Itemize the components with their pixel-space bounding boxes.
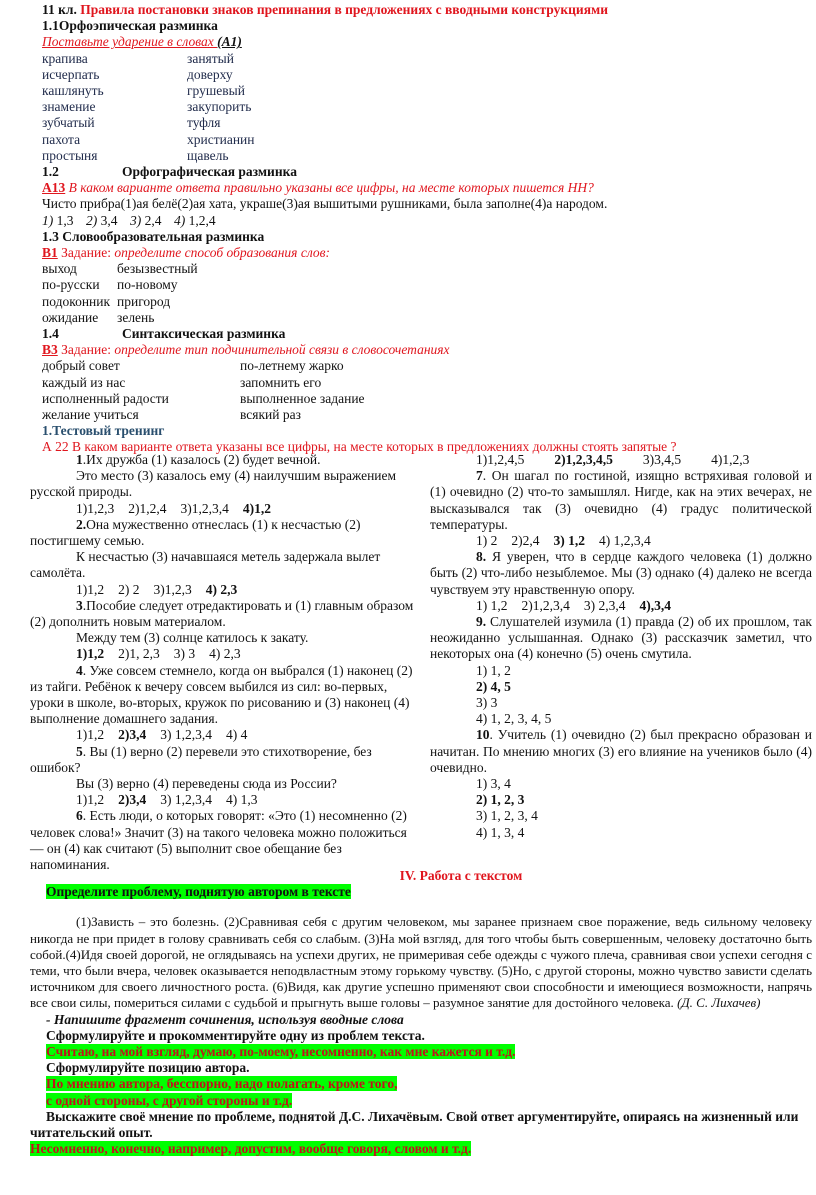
- answer-option: 1)1,2: [76, 646, 105, 662]
- answer-option: 2)1,2,4: [128, 500, 167, 516]
- question-number: 3: [76, 597, 83, 613]
- answer-option: 4)1,2,3: [711, 452, 750, 467]
- section-heading: [42, 164, 812, 180]
- word-row: [42, 132, 812, 148]
- word: щавель: [187, 147, 229, 163]
- question: 7. Он шагал по гостиной, изящно встряхивая головой и (1) очевидно (2) что-то замышлял. Нигде, как на этих вечерах, не высказывался так (3) очевидно (4) градус политической температуры.: [430, 468, 812, 532]
- text: (Д. С. Лихачев): [677, 995, 761, 1011]
- answer-option: 3) 1,2,3,4: [160, 792, 212, 808]
- answer-option: 1)1,2,4,5: [476, 452, 525, 467]
- question: 4. Уже совсем стемнело, когда он выбрался (1) наконец (2) из тайги. Ребёнок к вечеру совсем выбился из сил: во-первых, уроки в школе, во-вторых, кружок по рисованию и (3) наконец (4) выполнение домашнего задания.: [30, 662, 413, 727]
- question-number: 7: [476, 468, 483, 484]
- word-row: [42, 294, 812, 310]
- text: В1: [42, 245, 58, 261]
- answer-option: 2)3,4: [118, 792, 147, 808]
- question-number: 1: [76, 452, 83, 467]
- word: исчерпать: [42, 66, 100, 82]
- answer-option: 4)1,2: [242, 500, 271, 516]
- instruction: - Напишите фрагмент сочинения, используя вводные слова: [46, 1011, 404, 1027]
- word: по-летнему жарко: [240, 358, 344, 374]
- answer-number: 2): [86, 212, 98, 228]
- answer-option: 2) 3,4: [86, 212, 118, 228]
- left-column: [30, 452, 422, 873]
- answer-option: 1) 2: [476, 533, 498, 549]
- word-row: [42, 67, 812, 83]
- word: зубчатый: [42, 115, 95, 131]
- text: определите тип подчинительной связи в словосочетаниях: [114, 342, 450, 358]
- question-number: 9.: [476, 614, 487, 630]
- word: пахота: [42, 131, 81, 147]
- source-text: [30, 914, 812, 1011]
- section-heading: 1.1Орфоэпическая разминка: [42, 18, 218, 34]
- question-sentence: К несчастью (3) начавшаяся метель задержала вылет самолёта.: [30, 549, 381, 581]
- word: зелень: [117, 309, 155, 325]
- answer-option: 2) 4, 5: [476, 678, 511, 694]
- top-section: [42, 2, 812, 456]
- answer-options: [42, 213, 812, 229]
- question-number: 4: [76, 662, 83, 678]
- answer-option: 1) 1, 2: [476, 662, 511, 678]
- question-number: 5: [76, 743, 83, 759]
- answer-options: [30, 792, 422, 808]
- answer-number: 4): [174, 212, 186, 228]
- text: 1.2: [42, 164, 59, 180]
- answer-option: 4) 1,2,3,4: [599, 533, 651, 549]
- text: В3: [42, 342, 58, 358]
- task: А 22 В каком варианте ответа указаны все цифры, на месте которых в предложениях должны стоять запятые ?: [42, 439, 677, 455]
- doc-title: [42, 2, 812, 18]
- answer-option: 4),3,4: [639, 597, 671, 613]
- answer-option: 4) 4: [226, 727, 248, 743]
- instruction: Сформулируйте и прокомментируйте одну из проблем текста.: [46, 1027, 425, 1043]
- answer-option: 1) 1,2: [476, 597, 508, 613]
- word-row: [42, 148, 812, 164]
- word-row: [42, 51, 812, 67]
- answer-option: 4) 1,2,4: [174, 212, 216, 228]
- answer-option: 3) 1,2,3,4: [160, 727, 212, 743]
- answer-option: 3) 3: [173, 646, 196, 662]
- word-row: [42, 375, 812, 391]
- answer-option: 4) 1,3: [226, 792, 258, 808]
- answer-option: 4) 1, 2, 3, 4, 5: [476, 711, 552, 727]
- answer-number: 1): [42, 212, 54, 228]
- answer-options: [30, 582, 422, 598]
- text: Задание:: [57, 342, 115, 358]
- text: В каком варианте ответа правильно указаны все цифры, на месте которых пишется НН?: [65, 180, 594, 196]
- answer-options: [30, 501, 422, 517]
- word: занятый: [187, 50, 234, 66]
- word-list: [42, 358, 812, 423]
- word: выполненное задание: [240, 390, 365, 406]
- answer-option: 2) 1, 2, 3: [476, 792, 525, 808]
- word: выход: [42, 261, 77, 277]
- right-column: [430, 452, 812, 841]
- word: желание учиться: [42, 407, 139, 423]
- question: 2.Она мужественно отнеслась (1) к несчастью (2) постигшему семью.: [30, 516, 361, 549]
- word-row: [42, 391, 812, 407]
- word-row: [42, 277, 812, 293]
- question: 8. Я уверен, что в сердце каждого человека (1) должно быть (2) что-либо незыблемое. Мы (3) однако (4) далеко не всегда чувствуем эту нравственную опору.: [430, 549, 812, 597]
- word: пригород: [117, 293, 171, 309]
- word-list: [42, 261, 812, 326]
- question-sentence: Вы (3) верно (4) переведены сюда из России?: [76, 776, 337, 792]
- answer-option: 2)2,4: [511, 533, 540, 549]
- word: простыня: [42, 147, 98, 163]
- answer-option: 1) 3, 4: [476, 776, 511, 792]
- word-row: [42, 83, 812, 99]
- word: христианин: [187, 131, 255, 147]
- word: туфля: [187, 115, 221, 131]
- text: Орфографическая разминка: [122, 164, 297, 180]
- answer-option: 4) 2,3: [205, 581, 238, 597]
- answer-option: 4) 1, 3, 4: [476, 824, 525, 840]
- word: закупорить: [187, 99, 252, 115]
- text: 1.4: [42, 326, 59, 342]
- word-row: [42, 407, 812, 423]
- instruction: Выскажите своё мнение по проблеме, поднятой Д.С. Лихачёвым. Свой ответ аргументируйте, опираясь на жизненный или читательский опыт.: [30, 1108, 799, 1141]
- sentence: Чисто прибра(1)ая белё(2)ая хата, украше(3)ая вышитыми рушниками, была заполне(4)а народом.: [42, 196, 608, 212]
- answer-option: 2)3,4: [118, 727, 147, 743]
- word-row: [42, 99, 812, 115]
- section-heading: IV. Работа с текстом: [399, 868, 523, 883]
- answer-option: 1) 1,3: [42, 212, 74, 228]
- question: 5. Вы (1) верно (2) перевели это стихотворение, без ошибок?: [30, 743, 372, 775]
- answer-options: [30, 646, 422, 662]
- question-number: 2.: [76, 516, 87, 532]
- text-work-section: [30, 868, 812, 1157]
- question-number: 6: [76, 808, 83, 824]
- answer-option: 1)1,2: [76, 792, 105, 808]
- question-number: 10: [476, 727, 490, 743]
- text: А13: [42, 180, 66, 196]
- word: грушевый: [187, 83, 245, 99]
- answer-option: 3) 1,2: [553, 533, 585, 549]
- task: [42, 342, 812, 358]
- answer-option: 2)1, 2,3: [118, 646, 160, 662]
- word-row: [42, 358, 812, 374]
- word: безызвестный: [117, 261, 198, 277]
- word-row: [42, 310, 812, 326]
- word: кашлянуть: [42, 83, 104, 99]
- question: 9. Слушателей изумила (1) правда (2) об их прошлом, так неожиданно услышанная. Однако (3) рассказчик заметил, что некоторых она (4) конечно (5) очень смутила.: [430, 614, 812, 662]
- word: крапива: [42, 50, 88, 66]
- word: ожидание: [42, 309, 99, 325]
- instruction: Сформулируйте позицию автора.: [46, 1060, 250, 1076]
- phrase-highlight: Несомненно, конечно, например, допустим, вообще говоря, словом и т.д.: [30, 1141, 472, 1157]
- question: 6. Есть люди, о которых говорят: «Это (1) несомненно (2) человек слова!» Значит (3) на такого человека можно положиться — он (4) как считают (5) выполнит свое обещание без напоминания.: [30, 808, 407, 873]
- task-highlight: Определите проблему, поднятую автором в тексте: [46, 884, 351, 900]
- task: [42, 34, 812, 50]
- answer-options: [430, 533, 812, 549]
- answer-number: 3): [130, 212, 142, 228]
- word-row: [42, 115, 812, 131]
- text: определите способ образования слов:: [114, 245, 330, 261]
- word: по-новому: [117, 277, 178, 293]
- answer-option: 3)1,2,3,4: [180, 500, 229, 516]
- answer-options: [430, 598, 812, 614]
- answer-options: [30, 727, 422, 743]
- section-heading: 1.3 Словообразовательная разминка: [42, 228, 265, 244]
- text: (А1): [217, 34, 242, 50]
- answer-option: 2) 2: [118, 581, 140, 597]
- phrase-highlight: По мнению автора, бесспорно, надо полагать, кроме того,: [46, 1076, 398, 1092]
- answer-option: 3) 2,3,4: [583, 597, 626, 613]
- title: Правила постановки знаков препинания в предложениях с вводными конструкциями: [80, 2, 608, 17]
- grade: 11 кл.: [42, 2, 77, 17]
- answer-option: 4) 2,3: [209, 646, 241, 662]
- question-sentence: Это место (3) казалось ему (4) наилучшим выражением русской природы.: [30, 468, 397, 500]
- word: доверху: [187, 66, 233, 82]
- word: знамение: [42, 99, 96, 115]
- word: всякий раз: [240, 407, 301, 423]
- text: Задание:: [57, 245, 115, 261]
- task: [42, 180, 812, 196]
- answer-option: 3)3,4,5: [642, 452, 682, 467]
- answer-option: 3) 1, 2, 3, 4: [476, 808, 538, 824]
- word: запомнить его: [240, 374, 322, 390]
- answer-option: 1)1,2,3: [76, 500, 115, 516]
- question: 10. Учитель (1) очевидно (2) был прекрасно образован и начитан. По мнению многих (3) его влияние на учеников было (4) очевидно.: [430, 727, 812, 775]
- answer-option: 3) 2,4: [130, 212, 162, 228]
- answer-options: [430, 452, 812, 468]
- question-number: 8.: [476, 549, 487, 565]
- word: подоконник: [42, 293, 111, 309]
- answer-option: 2)1,2,3,4: [521, 597, 570, 613]
- section-heading: [42, 326, 812, 342]
- word: каждый из нас: [42, 374, 126, 390]
- word: по-русски: [42, 277, 100, 293]
- word-row: [42, 261, 812, 277]
- phrase-highlight: с одной стороны, с другой стороны и т.д.: [46, 1092, 293, 1108]
- text: (1)Зависть – это болезнь. (2)Сравнивая себя с другим человеком, мы заранее признаем свое поражение, ведь сильному человеку никогда не при придет в голову сравнивать себя со слабым. (3)На мой взгляд, для того чтобы быть совершенным, человеку достаточно быть собой.(4)Идя своей дорогой, не оглядываясь на успехи других, не примеривая себе одежды с чужого плеча, сравнивая свои успехи сегодня с теми, что были вчера, человек оказывается неподвластным этому горькому чувству. (5)Но, с другой стороны, можно чувство зависти сделать источником для своего личностного роста. (6)Видя, как другие успешно применяют свои способности и имеющиеся возможности, напрячь все свои силы, помериться силами с судьбой и прыгнуть выше головы – разумное занятие для достойного человека.: [30, 914, 812, 1011]
- text: Поставьте ударение в словах: [42, 34, 218, 50]
- answer-option: 2)1,2,3,4,5: [554, 452, 613, 467]
- word-list: [42, 51, 812, 164]
- word: исполненный радости: [42, 390, 169, 406]
- question: 1.Их дружба (1) казалось (2) будет вечной.: [76, 452, 321, 467]
- section-heading: 1.Тестовый тренинг: [42, 423, 165, 439]
- answer-option: 3) 3: [476, 695, 498, 711]
- answer-option: 1)1,2: [76, 581, 105, 597]
- question-sentence: Между тем (3) солнце катилось к закату.: [76, 630, 309, 646]
- answer-option: 1)1,2: [76, 727, 105, 743]
- phrase-highlight: Считаю, на мой взгляд, думаю, по-моему, несомненно, как мне кажется и т.д.: [46, 1044, 516, 1060]
- answer-option: 3)1,2,3: [153, 581, 192, 597]
- word: добрый совет: [42, 358, 120, 374]
- task: [42, 245, 812, 261]
- text: Синтаксическая разминка: [122, 326, 286, 342]
- question: 3.Пособие следует отредактировать и (1) главным образом (2) дополнить новым материалом.: [30, 597, 414, 630]
